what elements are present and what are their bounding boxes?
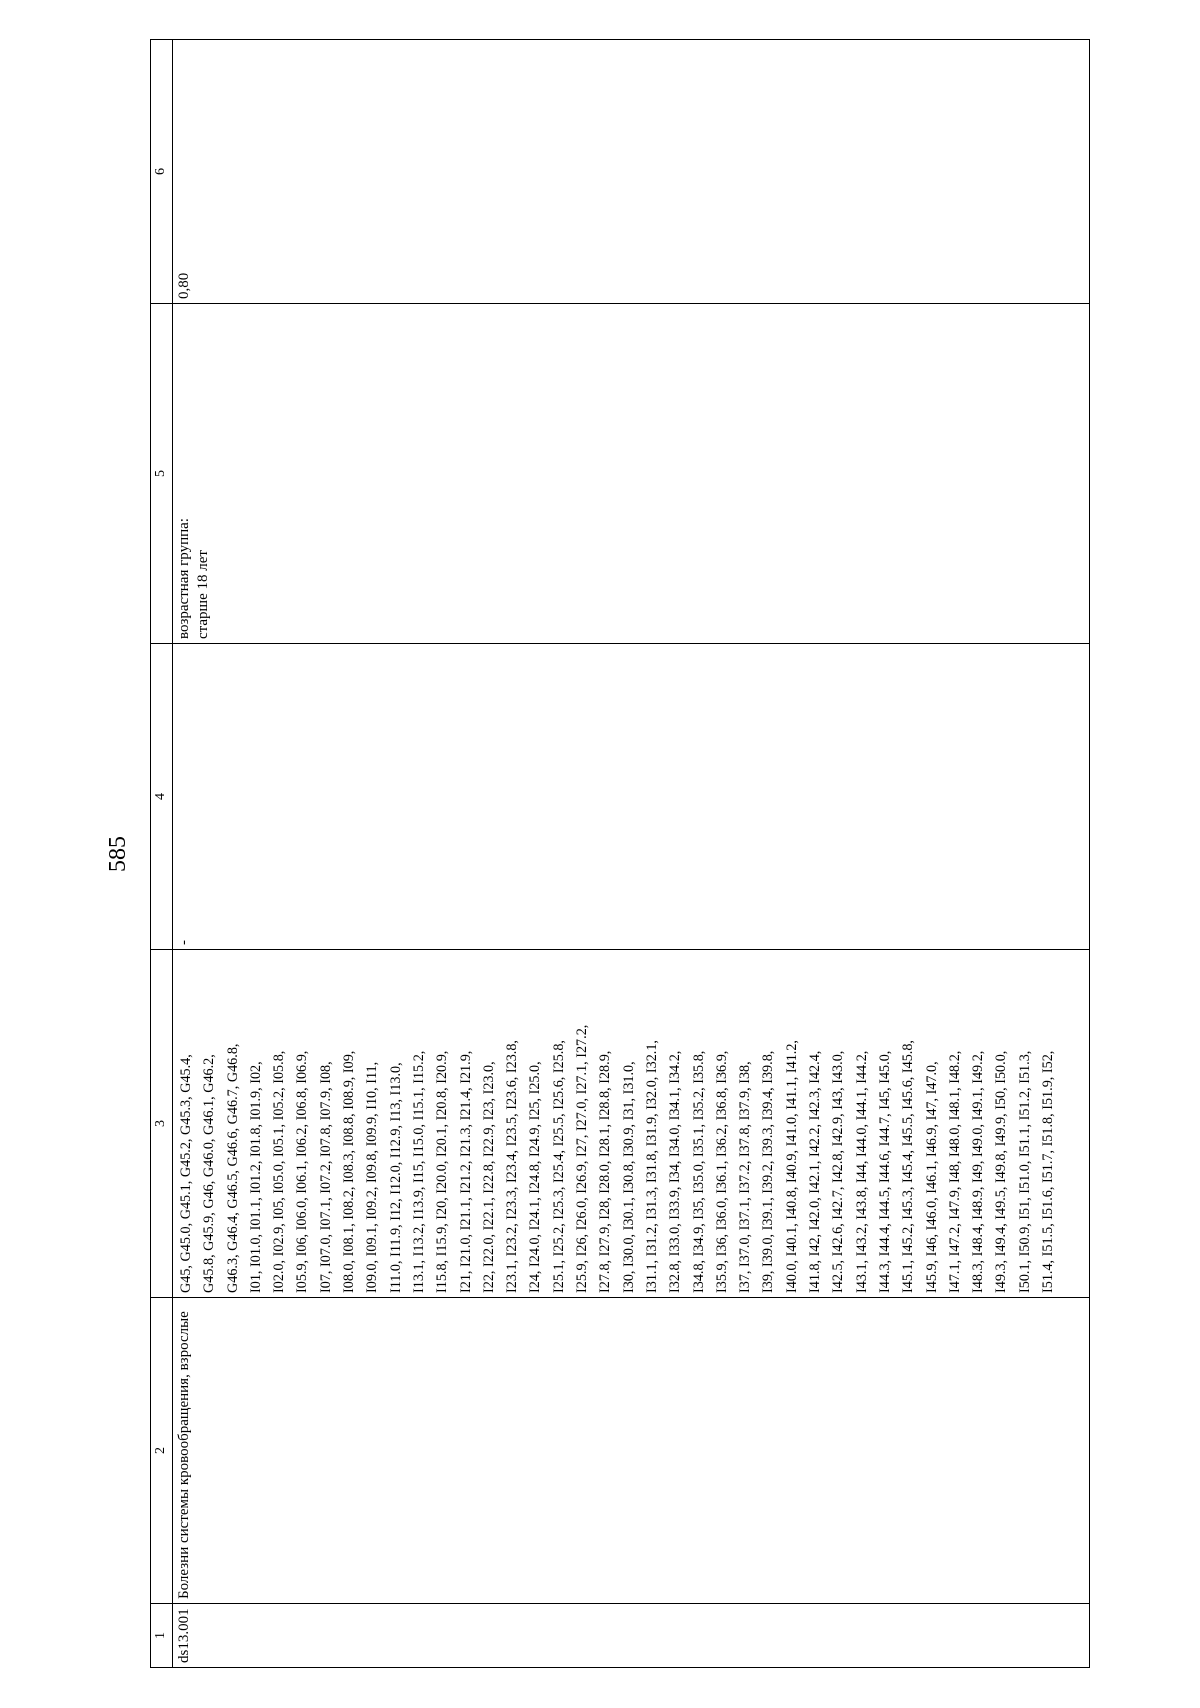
page-number: 585 (105, 836, 131, 872)
age-group-value: старше 18 лет (195, 550, 211, 639)
diagnosis-code-line: I42.5, I42.6, I42.7, I42.8, I42.9, I43, I43.0, (830, 1050, 847, 1293)
diagnosis-code-line: I27.8, I27.9, I28, I28.0, I28.1, I28.8, I28.9, (597, 1050, 614, 1293)
diagnosis-code-line: I07, I07.0, I07.1, I07.2, I07.8, I07.9, I08, (317, 1061, 334, 1293)
column-number-5: 5 (151, 304, 173, 644)
row-age-group (173, 304, 1090, 644)
column-number-6: 6 (151, 40, 173, 304)
diagnosis-code-line: I44.3, I44.4, I44.5, I44.6, I44.7, I45, I45.0, (876, 1050, 893, 1293)
row-coefficient: 0,80 (173, 40, 1090, 304)
diagnosis-code-line: G46.3, G46.4, G46.5, G46.6, G46.7, G46.8, (224, 1043, 241, 1293)
diagnosis-code-line: I21, I21.0, I21.1, I21.2, I21.3, I21.4, I21.9, (457, 1050, 474, 1293)
diagnosis-code-line: I09.0, I09.1, I09.2, I09.8, I09.9, I10, I11, (364, 1061, 381, 1293)
diagnosis-code-line: I13.1, I13.2, I13.9, I15, I15.0, I15.1, I15.2, (410, 1050, 427, 1293)
row-col4: - (173, 644, 1090, 950)
table-row (173, 40, 1090, 1668)
diagnosis-code-line: I15.8, I15.9, I20, I20.0, I20.1, I20.8, I20.9, (434, 1050, 451, 1293)
diagnosis-code-line: I47.1, I47.2, I47.9, I48, I48.0, I48.1, I48.2, (946, 1050, 963, 1293)
diagnosis-code-line: I30, I30.0, I30.1, I30.8, I30.9, I31, I31.0, (620, 1061, 637, 1293)
diagnosis-code-line: I41.8, I42, I42.0, I42.1, I42.2, I42.3, I42.4, (807, 1050, 824, 1293)
column-number-2: 2 (151, 1298, 173, 1604)
diagnosis-code-line: I01, I01.0, I01.1, I01.2, I01.8, I01.9, I02, (247, 1061, 264, 1293)
diagnosis-code-line: G45.8, G45.9, G46, G46.0, G46.1, G46.2, (201, 1054, 218, 1293)
row-code: ds13.001 (173, 1604, 1090, 1668)
diagnosis-code-line: I51.4, I51.5, I51.6, I51.7, I51.8, I51.9, I52, (1039, 1050, 1056, 1293)
diagnosis-code-line: I08.0, I08.1, I08.2, I08.3, I08.8, I08.9, I09, (341, 1050, 358, 1293)
diagnosis-code-line: I31.1, I31.2, I31.3, I31.8, I31.9, I32.0, I32.1, (643, 1040, 660, 1293)
diagnosis-code-line: I35.9, I36, I36.0, I36.1, I36.2, I36.8, I36.9, (713, 1050, 730, 1293)
age-group-label: возрастная группа: (176, 518, 192, 639)
diagnosis-code-line: I48.3, I48.4, I48.9, I49, I49.0, I49.1, I49.2, (970, 1050, 987, 1293)
row-name: Болезни системы кровообращения, взрослые (173, 1298, 1090, 1604)
diagnosis-code-line: I34.8, I34.9, I35, I35.0, I35.1, I35.2, I35.8, (690, 1050, 707, 1293)
tariff-table (150, 39, 1090, 1668)
diagnosis-code-line: I05.9, I06, I06.0, I06.1, I06.2, I06.8, I06.9, (294, 1050, 311, 1293)
diagnosis-code-line: I49.3, I49.4, I49.5, I49.8, I49.9, I50, I50.0, (993, 1050, 1010, 1293)
row-diagnosis-codes (173, 950, 1090, 1298)
diagnosis-code-line: G45, G45.0, G45.1, G45.2, G45.3, G45.4, (178, 1054, 194, 1293)
column-number-4: 4 (151, 644, 173, 950)
diagnosis-code-line: I50.1, I50.9, I51, I51.0, I51.1, I51.2, I51.3, (1016, 1050, 1033, 1293)
column-number-row (151, 40, 173, 1668)
diagnosis-code-line: I25.1, I25.2, I25.3, I25.4, I25.5, I25.6, I25.8, (550, 1040, 567, 1293)
diagnosis-code-line: I23.1, I23.2, I23.3, I23.4, I23.5, I23.6, I23.8, (504, 1040, 521, 1293)
diagnosis-code-line: I25.9, I26, I26.0, I26.9, I27, I27.0, I27.1, I27.2, (574, 1024, 591, 1293)
diagnosis-code-line: I40.0, I40.1, I40.8, I40.9, I41.0, I41.1, I41.2, (783, 1040, 800, 1293)
diagnosis-code-line: I45.1, I45.2, I45.3, I45.4, I45.5, I45.6, I45.8, (900, 1040, 917, 1293)
diagnosis-code-line: I32.8, I33.0, I33.9, I34, I34.0, I34.1, I34.2, (667, 1050, 684, 1293)
diagnosis-code-line: I24, I24.0, I24.1, I24.8, I24.9, I25, I25.0, (527, 1061, 544, 1293)
column-number-1: 1 (151, 1604, 173, 1668)
column-number-3: 3 (151, 950, 173, 1298)
diagnosis-code-list (175, 954, 1060, 1293)
diagnosis-code-line: I11.0, I11.9, I12, I12.0, I12.9, I13, I13.0, (387, 1062, 404, 1293)
diagnosis-code-line: I22, I22.0, I22.1, I22.8, I22.9, I23, I23.0, (480, 1061, 497, 1293)
diagnosis-code-line: I02.0, I02.9, I05, I05.0, I05.1, I05.2, I05.8, (271, 1050, 288, 1293)
diagnosis-code-line: I37, I37.0, I37.1, I37.2, I37.8, I37.9, I38, (737, 1061, 754, 1293)
diagnosis-code-line: I43.1, I43.2, I43.8, I44, I44.0, I44.1, I44.2, (853, 1050, 870, 1293)
diagnosis-code-line: I45.9, I46, I46.0, I46.1, I46.9, I47, I47.0, (923, 1061, 940, 1293)
diagnosis-code-line: I39, I39.0, I39.1, I39.2, I39.3, I39.4, I39.8, (760, 1050, 777, 1293)
